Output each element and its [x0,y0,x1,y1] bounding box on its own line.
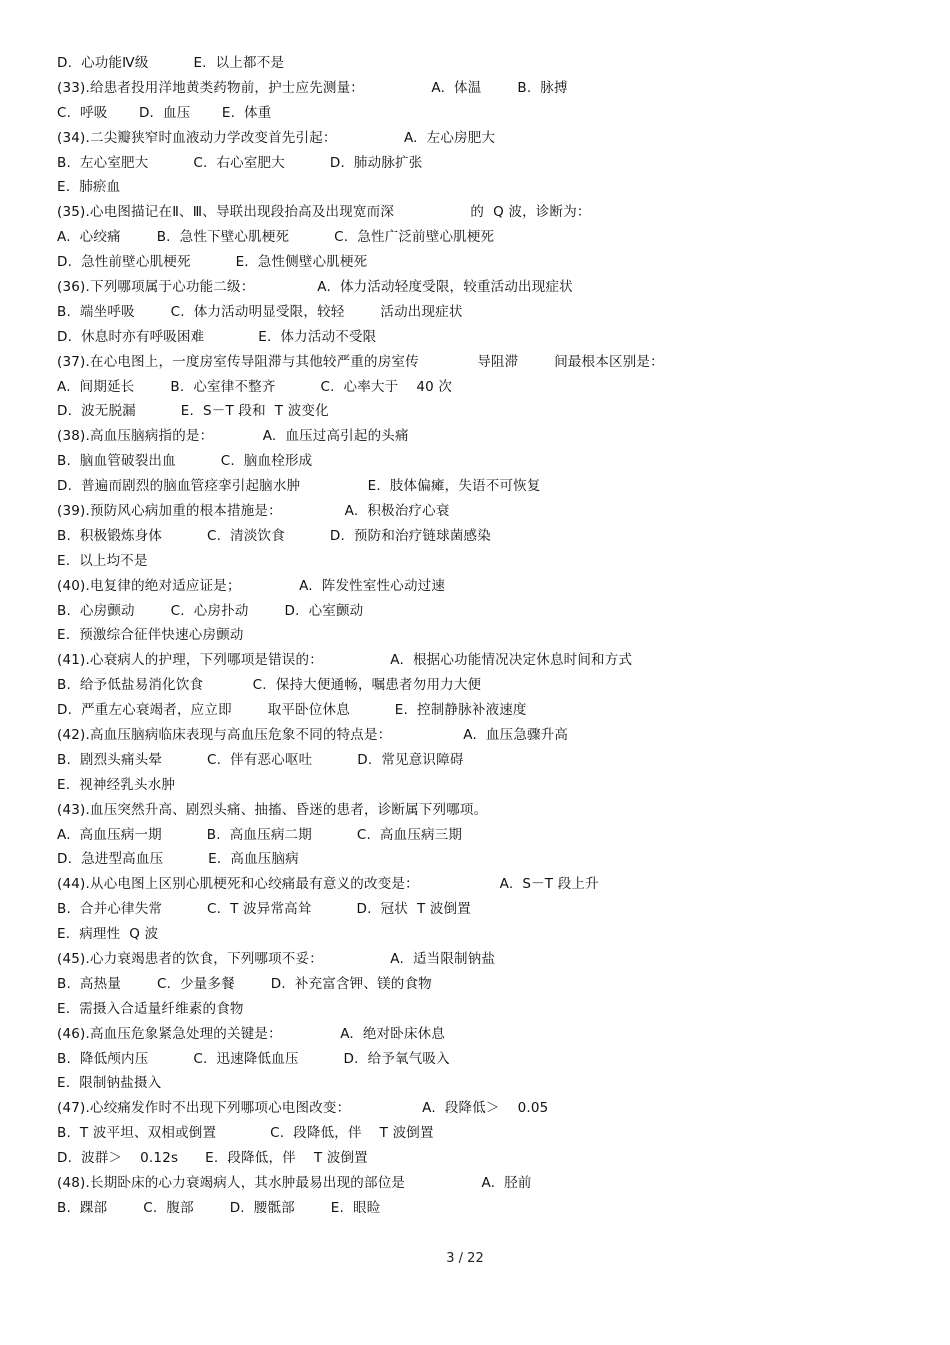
text-line: C. 呼吸 D. 血压 E. 体重 [57,105,272,121]
text-line: B. 剧烈头痛头晕 C. 伴有恶心呕吐 D. 常见意识障碍 [57,752,464,768]
text-line: B. 端坐呼吸 C. 体力活动明显受限，较轻 活动出现症状 [57,304,463,320]
text-line: E. 病理性 Q 波 [57,926,159,942]
page-number: 3 / 22 [446,1251,484,1266]
text-line: (41).心衰病人的护理，下列哪项是错误的： A. 根据心功能情况决定休息时间和方式 [57,652,633,668]
text-line: (45).心力衰竭患者的饮食，下列哪项不妥： A. 适当限制钠盐 [57,951,496,967]
text-line: (48).长期卧床的心力衰竭病人，其水肿最易出现的部位是 A. 胫前 [57,1175,532,1191]
text-line: (46).高血压危象紧急处理的关键是： A. 绝对卧床休息 [57,1026,446,1042]
text-line: D. 普遍而剧烈的脑血管痉挛引起脑水肿 E. 肢体偏瘫，失语不可恢复 [57,478,541,494]
text-line: (34).二尖瓣狭窄时血液动力学改变首先引起： A. 左心房肥大 [57,130,496,146]
text-line: B. 降低颅内压 C. 迅速降低血压 D. 给予氧气吸入 [57,1051,450,1067]
text-line: B. 心房颤动 C. 心房扑动 D. 心室颤动 [57,603,364,619]
text-line: E. 以上均不是 [57,553,148,569]
text-line: E. 预激综合征伴快速心房颤动 [57,627,244,643]
text-line: E. 肺瘀血 [57,179,121,195]
text-line: (40).电复律的绝对适应证是； A. 阵发性室性心动过速 [57,578,446,594]
text-line: (36).下列哪项属于心功能二级： A. 体力活动轻度受限，较重活动出现症状 [57,279,573,295]
text-line: B. 踝部 C. 腹部 D. 腰骶部 E. 眼睑 [57,1200,381,1216]
text-line: A. 高血压病一期 B. 高血压病二期 C. 高血压病三期 [57,827,463,843]
text-line: D. 严重左心衰竭者，应立即 取平卧位休息 E. 控制静脉补液速度 [57,702,527,718]
text-line: A. 心绞痛 B. 急性下壁心肌梗死 C. 急性广泛前壁心肌梗死 [57,229,495,245]
text-line: B. 积极锻炼身体 C. 清淡饮食 D. 预防和治疗链球菌感染 [57,528,491,544]
text-line: D. 心功能Ⅳ级 E. 以上都不是 [57,55,285,71]
text-line: (43).血压突然升高、剧烈头痛、抽搐、昏迷的患者，诊断属下列哪项。 [57,802,488,818]
text-line: (42).高血压脑病临床表现与高血压危象不同的特点是： A. 血压急骤升高 [57,727,569,743]
text-line: A. 间期延长 B. 心室律不整齐 C. 心率大于 40 次 [57,379,453,395]
text-line: B. 给予低盐易消化饮食 C. 保持大便通畅，嘱患者勿用力大便 [57,677,482,693]
text-line: B. 高热量 C. 少量多餐 D. 补充富含钾、镁的食物 [57,976,432,992]
text-line: (47).心绞痛发作时不出现下列哪项心电图改变： A. 段降低＞ 0.05 [57,1100,549,1116]
text-line: D. 波无脱漏 E. S－T 段和 T 波变化 [57,403,329,419]
text-line: D. 波群＞ 0.12s E. 段降低，伴 T 波倒置 [57,1150,368,1166]
text-line: (35).心电图描记在Ⅱ、Ⅲ、导联出现段抬高及出现宽而深 的 Q 波，诊断为： [57,204,591,220]
text-line: D. 休息时亦有呼吸困难 E. 体力活动不受限 [57,329,377,345]
text-line: (39).预防风心病加重的根本措施是： A. 积极治疗心衰 [57,503,450,519]
text-line: D. 急进型高血压 E. 高血压脑病 [57,851,299,867]
text-line: (33).给患者投用洋地黄类药物前，护士应先测量： A. 体温 B. 脉搏 [57,80,568,96]
text-line: (44).从心电图上区别心肌梗死和心绞痛最有意义的改变是： A. S－T 段上升 [57,876,599,892]
text-line: (38).高血压脑病指的是： A. 血压过高引起的头痛 [57,428,409,444]
text-line: B. 左心室肥大 C. 右心室肥大 D. 肺动脉扩张 [57,155,423,171]
text-line: (37).在心电图上，一度房室传导阻滞与其他较严重的房室传 导阻滞 间最根本区别是： [57,354,664,370]
text-line: B. T 波平坦、双相或倒置 C. 段降低，伴 T 波倒置 [57,1125,434,1141]
text-line: B. 脑血管破裂出血 C. 脑血栓形成 [57,453,313,469]
text-line: B. 合并心律失常 C. T 波异常高耸 D. 冠状 T 波倒置 [57,901,471,917]
text-line: E. 需摄入合适量纤维素的食物 [57,1001,244,1017]
text-line: E. 限制钠盐摄入 [57,1075,162,1091]
text-line: E. 视神经乳头水肿 [57,777,176,793]
text-line: D. 急性前壁心肌梗死 E. 急性侧壁心肌梗死 [57,254,368,270]
